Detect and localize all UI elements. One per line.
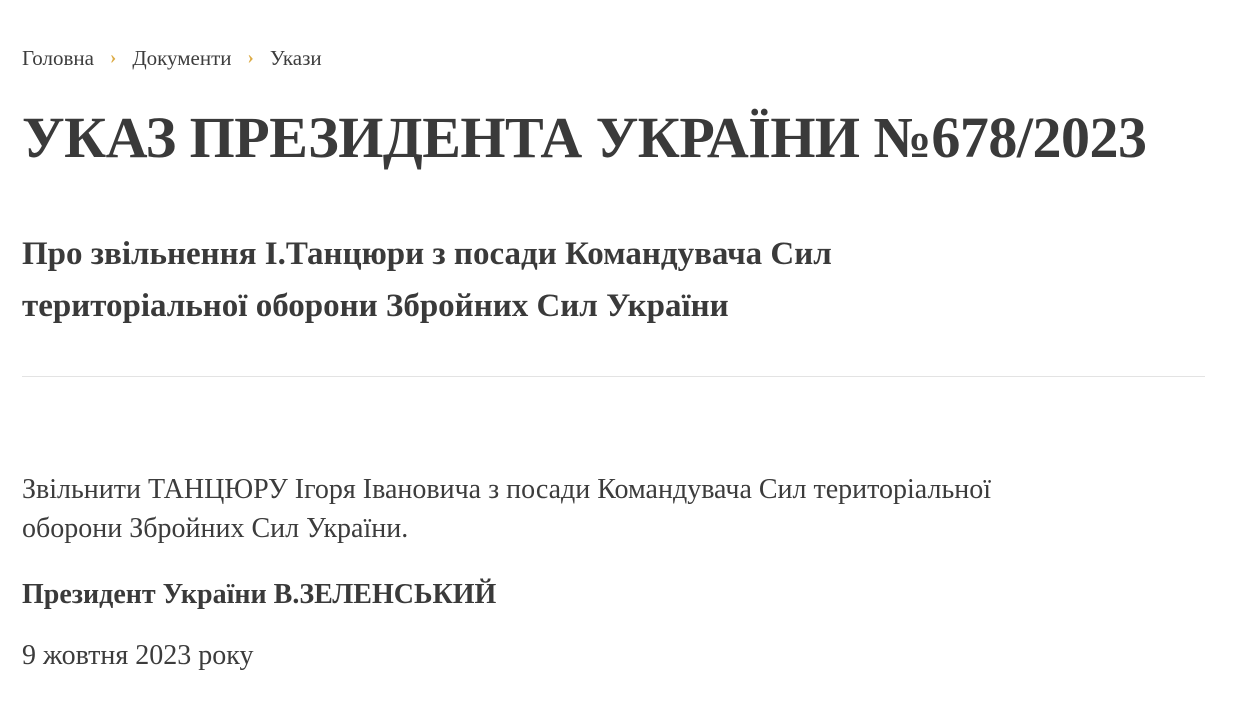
decree-text-line: оборони Збройних Сил України. [22, 512, 409, 544]
breadcrumb [22, 45, 1205, 71]
page-title: УКАЗ ПРЕЗИДЕНТА УКРАЇНИ №678/2023 [22, 105, 1147, 170]
decree-date: 9 жовтня 2023 року [22, 639, 254, 671]
breadcrumb-link-home[interactable]: Головна [22, 46, 94, 70]
breadcrumb-link-documents[interactable]: Документи [132, 46, 232, 70]
section-divider [22, 376, 1205, 377]
document-subtitle-line: територіальної оборони Збройних Сил України [22, 287, 729, 324]
decree-text-line: Звільнити ТАНЦЮРУ Ігоря Івановича з посади Командувача Сил територіальної [22, 473, 991, 505]
breadcrumb-link-decrees[interactable]: Укази [269, 46, 322, 70]
document-subtitle [22, 228, 1205, 332]
president-signature: Президент України В.ЗЕЛЕНСЬКИЙ [22, 578, 497, 610]
chevron-right-icon: › [109, 47, 117, 68]
decree-text [22, 470, 1205, 548]
chevron-right-icon: › [247, 47, 254, 68]
document-subtitle-line: Про звільнення І.Танцюри з посади Командувача Сил [22, 235, 832, 272]
